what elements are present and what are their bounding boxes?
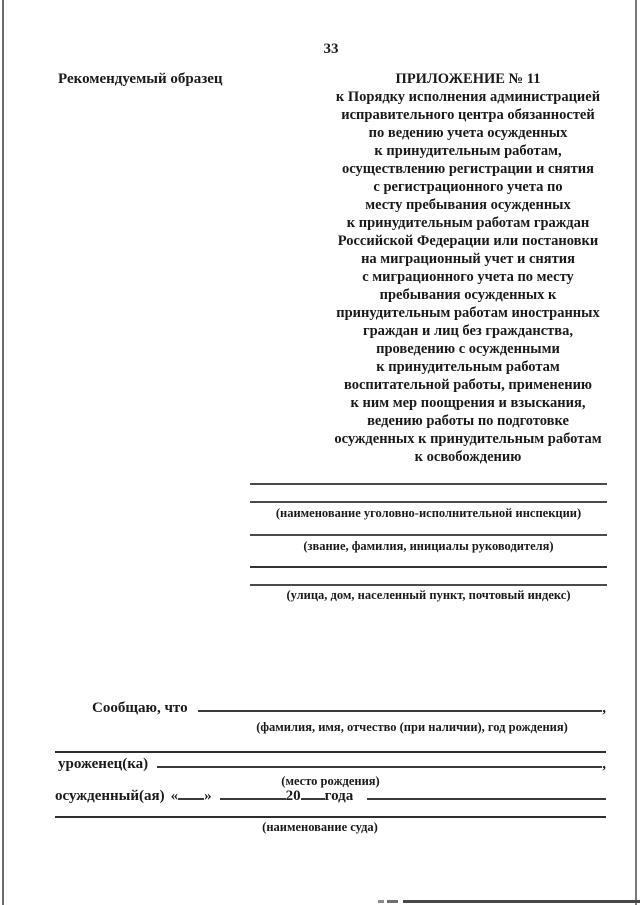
appendix-line: к принудительным работам граждан <box>346 215 590 231</box>
appendix-line: по ведению учета осужденных <box>368 125 568 141</box>
blank-line <box>250 534 607 536</box>
recommended-sample-label: Рекомендуемый образец <box>58 71 223 87</box>
blank-line <box>250 501 607 503</box>
blank-field-month <box>220 793 286 800</box>
page-number: 33 <box>323 41 339 57</box>
caption-fio: (фамилия, имя, отчество (при наличии), год рождения) <box>256 720 568 734</box>
appendix-line: к принудительным работам <box>376 359 560 375</box>
native-label: уроженец(ка) <box>58 756 149 772</box>
comma-mark: , <box>602 700 606 716</box>
appendix-line: пребывания осужденных к <box>379 287 557 303</box>
bottom-border-artifact <box>403 900 640 903</box>
appendix-line: исправительного центра обязанностей <box>341 107 595 123</box>
comma-mark: , <box>602 756 606 772</box>
appendix-title-block <box>328 70 608 466</box>
year-prefix: 20 <box>285 788 301 804</box>
appendix-line: проведению с осужденными <box>376 341 560 357</box>
blank-line <box>250 483 607 485</box>
appendix-line: к Порядку исполнения администрацией <box>335 89 601 105</box>
appendix-line: к ним мер поощрения и взыскания, <box>350 395 586 411</box>
report-intro-row <box>92 700 606 717</box>
appendix-line: осуществлению регистрации и снятия <box>342 161 594 177</box>
year-suffix: года <box>324 788 354 804</box>
right-border-artifact <box>635 0 637 905</box>
appendix-line: с миграционного учета по месту <box>362 269 574 285</box>
blank-field-day <box>178 793 204 800</box>
appendix-line: ведению работы по подготовке <box>367 413 569 429</box>
blank-field-fio <box>198 705 603 712</box>
appendix-line: к освобождению <box>414 449 522 465</box>
appendix-line: к принудительным работам, <box>374 143 562 159</box>
bottom-border-artifact <box>387 900 398 903</box>
convicted-label: осужденный(ая) <box>55 788 165 804</box>
appendix-line: ПРИЛОЖЕНИЕ № 11 <box>395 71 541 87</box>
conviction-date-row <box>55 788 606 805</box>
caption-inspection-name: (наименование уголовно-исполнительной инспекции) <box>275 506 582 520</box>
appendix-line: месту пребывания осужденных <box>365 197 571 213</box>
appendix-line: осужденных к принудительным работам <box>334 431 602 447</box>
blank-continuation-line <box>55 816 606 818</box>
appendix-line: с регистрационного учета по <box>373 179 563 195</box>
blank-field-year <box>301 793 325 800</box>
birthplace-row <box>58 756 606 773</box>
appendix-line: на миграционный учет и снятия <box>361 251 575 267</box>
blank-field-birthplace <box>157 761 602 768</box>
caption-address: (улица, дом, населенный пункт, почтовый индекс) <box>286 588 571 602</box>
blank-line <box>250 584 607 586</box>
intro-label: Сообщаю, что <box>92 700 188 716</box>
caption-birthplace: (место рождения) <box>281 774 380 788</box>
quote-close-mark: » <box>204 788 212 804</box>
appendix-line: граждан и лиц без гражданства, <box>363 323 573 339</box>
bottom-border-artifact <box>378 900 384 903</box>
blank-field-court <box>367 793 606 800</box>
blank-continuation-line <box>55 751 606 753</box>
appendix-line: принудительным работам иностранных <box>336 305 600 321</box>
quote-open-mark: « <box>170 788 179 804</box>
appendix-line: воспитательной работы, применению <box>343 377 593 393</box>
left-border-artifact <box>2 0 4 905</box>
caption-court: (наименование суда) <box>262 820 378 834</box>
caption-head-rank: (звание, фамилия, инициалы руководителя) <box>303 539 554 553</box>
appendix-line: Российской Федерации или постановки <box>337 233 599 249</box>
blank-line <box>250 566 607 568</box>
